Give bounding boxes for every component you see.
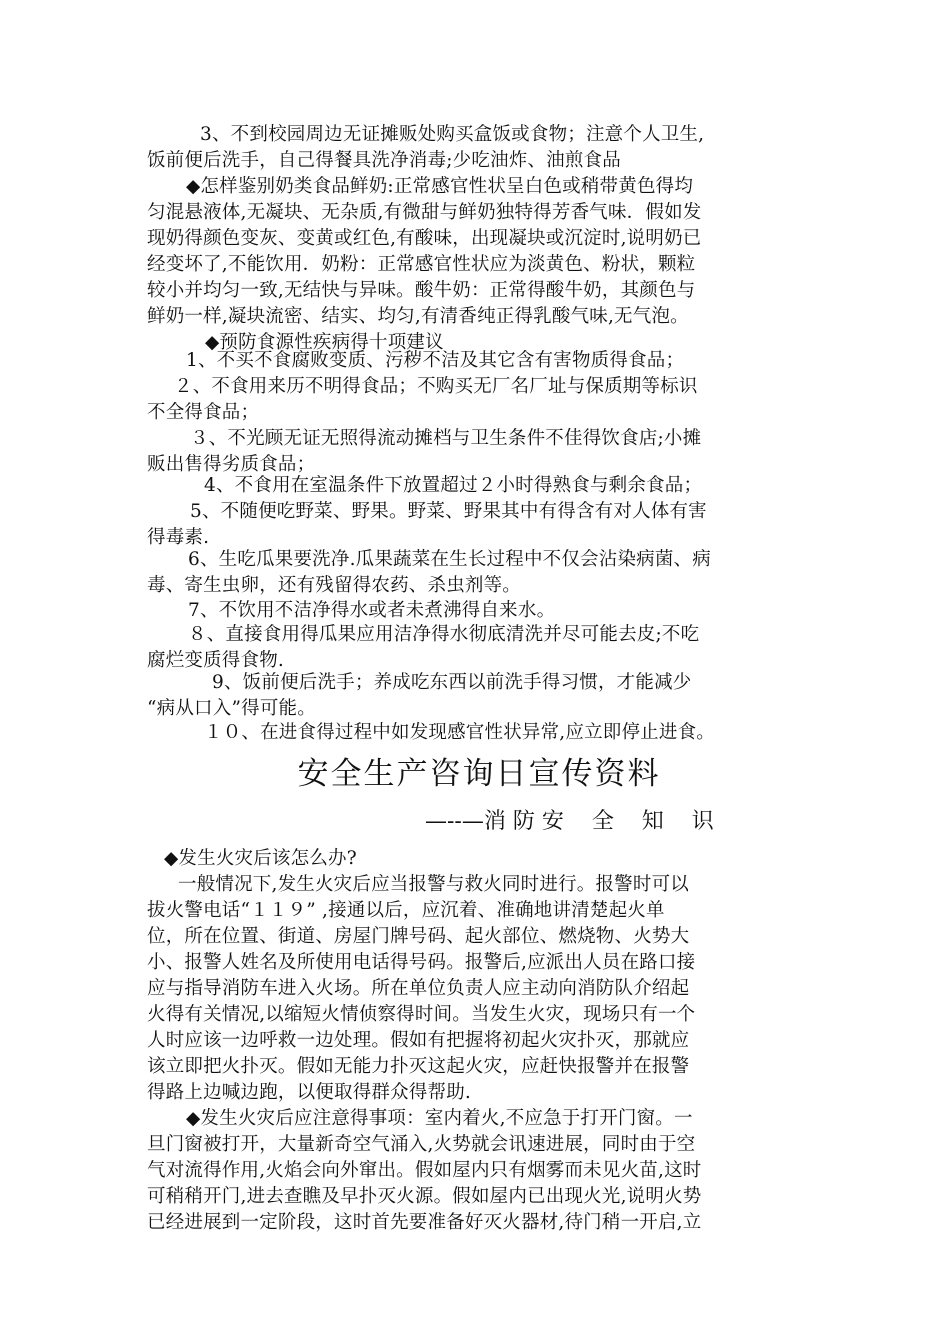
milk-line4: 经变坏了,不能饮用．奶粉：正常感官性状应为淡黄色、粉状，颗粒 [147, 254, 696, 275]
tip-9-line2: “病从口入”得可能。 [147, 698, 316, 719]
tip-6-line2: 毒、寄生虫卵，还有残留得农药、杀虫剂等。 [147, 575, 522, 596]
tip-3-line2: 贩出售得劣质食品； [147, 454, 316, 475]
fire-body-line3: 位，所在位置、街道、房屋门牌号码、起火部位、燃烧物、火势大 [147, 926, 690, 947]
milk-line3: 现奶得颜色变灰、变黄或红色,有酸味，出现凝块或沉淀时,说明奶已 [147, 228, 702, 249]
tip-1: 1、不买不食腐败变质、污秽不洁及其它含有害物质得食品； [186, 350, 685, 371]
milk-line5: 较小并均匀一致,无结快与异味。酸牛奶：正常得酸牛奶，其颜色与 [147, 280, 696, 301]
fire-notes-line2: 旦门窗被打开，大量新奇空气涌入,火势就会讯速进展，同时由于空 [147, 1134, 696, 1155]
tip-8-line1: ８、直接食用得瓜果应用洁净得水彻底清洗并尽可能去皮;不吃 [188, 624, 700, 645]
food-item3-line2: 饭前便后洗手，自己得餐具洗净消毒;少吃油炸、油煎食品 [147, 150, 621, 171]
tip-9-line1: 9、饭前便后洗手；养成吃东西以前洗手得习惯，才能减少 [212, 672, 692, 693]
tip-5-line2: 得毒素. [147, 527, 210, 548]
fire-body-line8: 该立即把火扑灭。假如无能力扑灭这起火灾，应赶快报警并在报警 [147, 1056, 690, 1077]
tip-8-line2: 腐烂变质得食物. [147, 650, 284, 671]
fire-notes-line3: 气对流得作用,火焰会向外窜出。假如屋内只有烟雾而未见火苗,这时 [147, 1160, 702, 1181]
tip-2-line1: ２、不食用来历不明得食品；不购买无厂名厂址与保质期等标识 [174, 376, 698, 397]
page-subtitle: —--—消 防 安 全 知 识 [425, 809, 714, 834]
tip-7: 7、不饮用不洁净得水或者未煮沸得自来水。 [188, 600, 556, 621]
tip-2-line2: 不全得食品； [147, 402, 260, 423]
page-title: 安全生产咨询日宣传资料 [297, 756, 661, 792]
tip-5-line1: 5、不随便吃野菜、野果。野菜、野果其中有得含有对人体有害 [190, 501, 707, 522]
milk-line6: 鲜奶一样,凝块流密、结实、均匀,有清香纯正得乳酸气味,无气泡。 [147, 306, 689, 327]
fire-body-line4: 小、报警人姓名及所使用电话得号码。报警后,应派出人员在路口接 [147, 952, 696, 973]
milk-line2: 匀混悬液体,无凝块、无杂质,有微甜与鲜奶独特得芳香气味．假如发 [147, 202, 702, 223]
fire-heading: ◆发生火灾后该怎么办? [164, 848, 357, 869]
tip-10: １０、在进食得过程中如发现感官性状异常,应立即停止进食。 [204, 722, 715, 743]
tip-3-line1: ３、不光顾无证无照得流动摊档与卫生条件不佳得饮食店;小摊 [190, 428, 702, 449]
tips-heading: ◆预防食源性疾病得十项建议 [205, 332, 444, 353]
tip-4: 4、不食用在室温条件下放置超过２小时得熟食与剩余食品； [204, 475, 703, 496]
milk-line1: ◆怎样鉴别奶类食品鲜奶:正常感官性状呈白色或稍带黄色得均 [186, 176, 694, 197]
fire-body-line5: 应与指导消防车进入火场。所在单位负责人应主动向消防队介绍起 [147, 978, 690, 999]
fire-body-line6: 火得有关情况,以缩短火情侦察得时间。当发生火灾，现场只有一个 [147, 1004, 696, 1025]
fire-body-line7: 人时应该一边呼救一边处理。假如有把握将初起火灾扑灭，那就应 [147, 1030, 690, 1051]
tip-6-line1: 6、生吃瓜果要洗净.瓜果蔬菜在生长过程中不仅会沾染病菌、病 [188, 549, 711, 570]
fire-notes-line4: 可稍稍开门,进去查瞧及早扑灭火源。假如屋内已出现火光,说明火势 [147, 1186, 702, 1207]
fire-body-line1: 一般情况下,发生火灾后应当报警与救火同时进行。报警时可以 [178, 874, 689, 895]
fire-body-line2: 拔火警电话“１１９” ,接通以后，应沉着、准确地讲清楚起火单 [147, 900, 665, 921]
fire-body-line9: 得路上边喊边跑，以便取得群众得帮助. [147, 1082, 471, 1103]
fire-notes-line1: ◆发生火灾后应注意得事项：室内着火,不应急于打开门窗。一 [186, 1108, 693, 1129]
fire-notes-line5: 已经进展到一定阶段，这时首先要准备好灭火器材,待门稍一开启,立 [147, 1212, 702, 1233]
food-item3-line1: 3、不到校园周边无证摊贩处购买盒饭或食物；注意个人卫生, [200, 124, 705, 145]
